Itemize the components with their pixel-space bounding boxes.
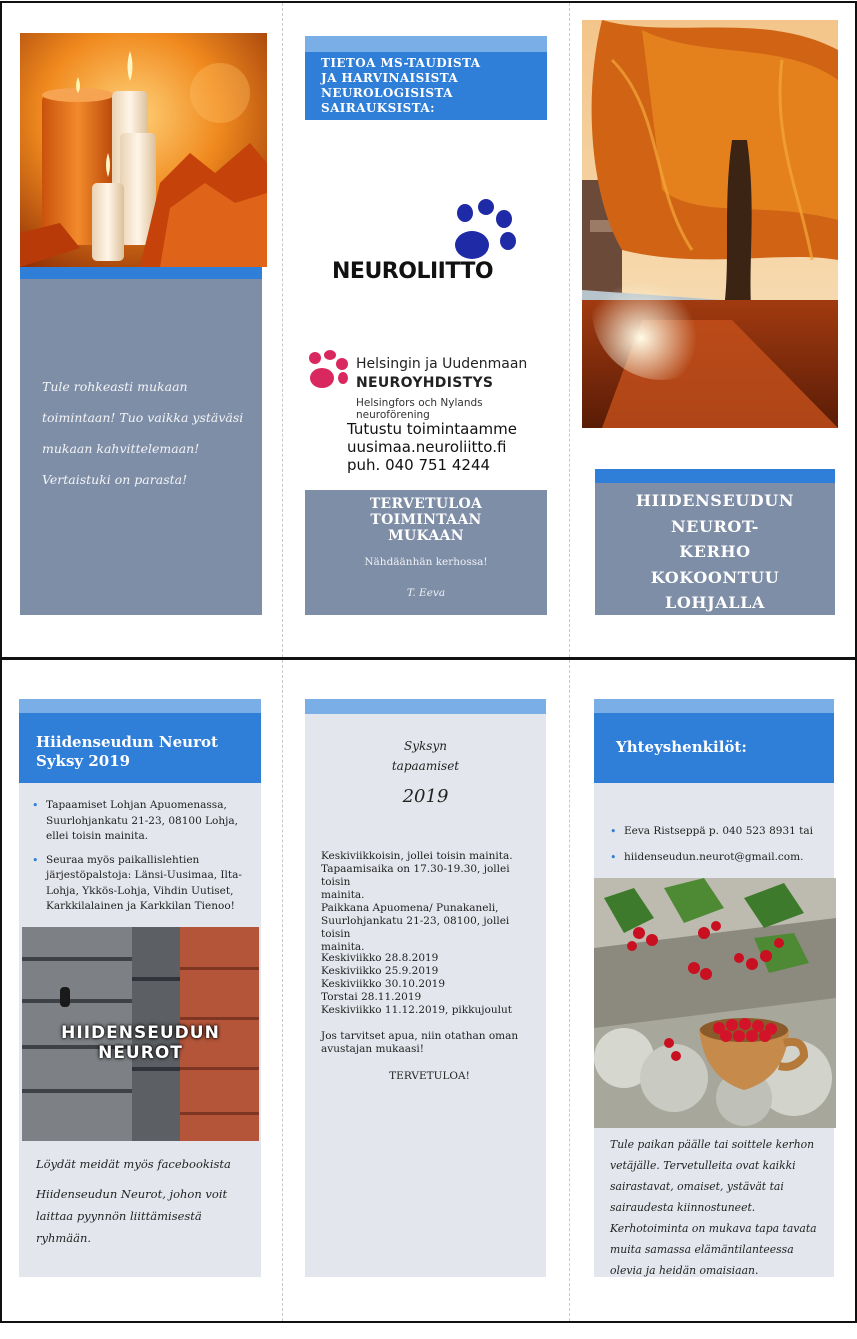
text-line: muita samassa elämäntilanteessa bbox=[610, 1243, 794, 1256]
paw-icon bbox=[306, 350, 350, 392]
title-line: KERHO bbox=[679, 542, 751, 561]
contact-person: • Eeva Ristseppä p. 040 523 8931 tai bbox=[610, 824, 830, 840]
kerho-title-panel bbox=[595, 483, 835, 615]
schedule-year: 2019 bbox=[402, 786, 449, 807]
candles-photo bbox=[20, 33, 267, 267]
assoc-name-line2: NEUROYHDISTYS bbox=[356, 375, 494, 391]
contacts-heading: Yhteyshenkilöt: bbox=[616, 738, 747, 756]
brochure-outside-sheet bbox=[0, 1, 857, 659]
club-heading-box bbox=[19, 713, 261, 783]
heading-line: SAIRAUKSISTA: bbox=[321, 101, 435, 115]
date-item: Keskiviikko 11.12.2019, pikkujoulut bbox=[321, 1004, 512, 1016]
accent-bar bbox=[595, 469, 835, 483]
info-heading bbox=[321, 56, 480, 116]
neuroliitto-wordmark: NEUROLIITTO bbox=[332, 259, 494, 284]
invitation-text bbox=[42, 371, 252, 495]
brochure-inside-sheet bbox=[0, 658, 857, 1323]
fold-line bbox=[569, 3, 570, 657]
contact-line: Tutustu toimintaamme bbox=[347, 420, 517, 438]
text-line: Tapaamisaika on 17.30-19.30, jollei toisin bbox=[321, 863, 510, 888]
club-heading bbox=[36, 733, 218, 771]
title-line: Syksyn bbox=[404, 739, 447, 753]
assoc-name-line3: Helsingfors och Nylands neuroförening bbox=[356, 397, 483, 421]
fold-line bbox=[282, 660, 283, 1321]
accent-bar bbox=[20, 267, 262, 279]
accent-bar bbox=[305, 699, 546, 714]
heading-line: JA HARVINAISISTA bbox=[321, 71, 459, 85]
club-info-list bbox=[32, 798, 250, 923]
contacts-description bbox=[610, 1134, 835, 1281]
signature: T. Eeva bbox=[406, 587, 446, 599]
lingonberries-photo bbox=[594, 878, 836, 1128]
text-line: Kerhotoiminta on mukava tapa tavata bbox=[610, 1222, 817, 1235]
neuroyhdistys-logo bbox=[306, 348, 551, 421]
schedule-dates bbox=[321, 952, 541, 1017]
wood-wall-photo bbox=[22, 927, 259, 1141]
invitation-panel bbox=[20, 279, 262, 615]
text-line: mukaan kahvittelemaan! bbox=[42, 441, 200, 456]
list-item: • Tapaamiset Lohjan Apuomenassa, Suurlohjankatu 21-23, 08100 Lohja, ellei toisin mainita. bbox=[32, 798, 250, 845]
contacts-heading-box bbox=[594, 713, 834, 783]
contact-info bbox=[347, 420, 517, 474]
heading-line: Hiidenseudun Neurot bbox=[36, 733, 218, 751]
title-line: NEUROT- bbox=[670, 516, 760, 536]
text-line: laittaa pyynnön liittämisestä bbox=[36, 1209, 202, 1223]
title-line: tapaamiset bbox=[391, 759, 460, 773]
accent-bar bbox=[19, 699, 261, 713]
fold-line bbox=[282, 3, 283, 657]
title-line: KOKOONTUU bbox=[650, 567, 780, 587]
heading-line: NEUROLOGISISTA bbox=[321, 86, 453, 100]
welcome-subtext: Nähdäänhän kerhossa! bbox=[364, 556, 488, 568]
fold-line bbox=[569, 660, 570, 1321]
image-caption: HIIDENSEUDUN NEUROT bbox=[61, 1023, 220, 1063]
date-item: Keskiviikko 25.9.2019 bbox=[321, 965, 439, 977]
text-line: Vertaistuki on parasta! bbox=[42, 472, 188, 487]
text-line: sairaudesta kiinnostuneet. bbox=[610, 1201, 756, 1214]
assoc-name-line1: Helsingin ja Uudenmaan bbox=[356, 356, 528, 372]
schedule-intro bbox=[321, 850, 541, 954]
schedule-title bbox=[305, 736, 546, 776]
phone-number: puh. 040 751 4244 bbox=[347, 456, 491, 474]
facebook-text: Löydät meidät myös facebookista bbox=[36, 1157, 231, 1171]
text-line: Jos tarvitset apua, niin otathan oman bbox=[321, 1030, 519, 1042]
text-line: Keskiviikkoisin, jollei toisin mainita. bbox=[321, 850, 513, 862]
contact-email[interactable]: • hiidenseudun.neurot@gmail.com. bbox=[610, 850, 830, 866]
text-line: Suurlohjankatu 21-23, 08100, jollei toisin bbox=[321, 915, 510, 940]
date-item: Keskiviikko 28.8.2019 bbox=[321, 952, 439, 964]
text-line: mainita. bbox=[321, 941, 365, 953]
text-line: mainita. bbox=[321, 889, 365, 901]
text-line: avustajan mukaasi! bbox=[321, 1043, 425, 1055]
heading-line: TOIMINTAAN bbox=[370, 512, 482, 528]
accent-bar bbox=[305, 36, 547, 52]
date-item: Torstai 28.11.2019 bbox=[321, 991, 422, 1003]
accent-bar bbox=[594, 699, 834, 713]
neuroliitto-logo bbox=[332, 199, 532, 289]
facebook-group-text bbox=[36, 1183, 246, 1249]
text-line: Hiidenseudun Neurot, johon voit bbox=[36, 1187, 228, 1201]
text-line: Tule rohkeasti mukaan bbox=[42, 379, 188, 394]
heading-line: Syksy 2019 bbox=[36, 752, 131, 770]
text-line: olevia ja heidän omaisiaan. bbox=[610, 1264, 759, 1277]
contacts-list bbox=[610, 824, 830, 873]
list-item: • Seuraa myös paikallislehtien järjestöpalstoja: Länsi-Uusimaa, Ilta-Lohja, Ykkös-Lohja, Vihdin Uutiset, Karkkilalainen ja Karkkilan Tienoo! bbox=[32, 853, 250, 915]
text-line: Tule paikan päälle tai soittele kerhon bbox=[610, 1138, 815, 1151]
heading-line: TERVETULOA bbox=[369, 496, 483, 512]
text-line: vetäjälle. Tervetulleita ovat kaikki bbox=[610, 1159, 796, 1172]
text-line: sairastavat, omaiset, ystävät tai bbox=[610, 1180, 784, 1193]
website-link[interactable]: uusimaa.neuroliitto.fi bbox=[347, 438, 507, 456]
title-line: HIIDENSEUDUN bbox=[635, 491, 795, 510]
help-text bbox=[321, 1030, 541, 1056]
kerho-title bbox=[595, 488, 835, 616]
text-line: toimintaan! Tuo vaikka ystäväsi bbox=[42, 410, 244, 425]
autumn-park-photo bbox=[582, 20, 838, 428]
title-line: LOHJALLA bbox=[664, 593, 765, 612]
welcome-heading bbox=[305, 496, 547, 544]
welcome-panel bbox=[305, 490, 547, 615]
text-line: Paikkana Apuomena/ Punakaneli, bbox=[321, 902, 499, 914]
schedule-welcome: TERVETULOA! bbox=[389, 1070, 470, 1082]
info-heading-box bbox=[305, 52, 547, 120]
heading-line: MUKAAN bbox=[388, 528, 464, 544]
text-line: ryhmään. bbox=[36, 1231, 92, 1245]
heading-line: TIETOA MS-TAUDISTA bbox=[321, 56, 481, 70]
date-item: Keskiviikko 30.10.2019 bbox=[321, 978, 446, 990]
